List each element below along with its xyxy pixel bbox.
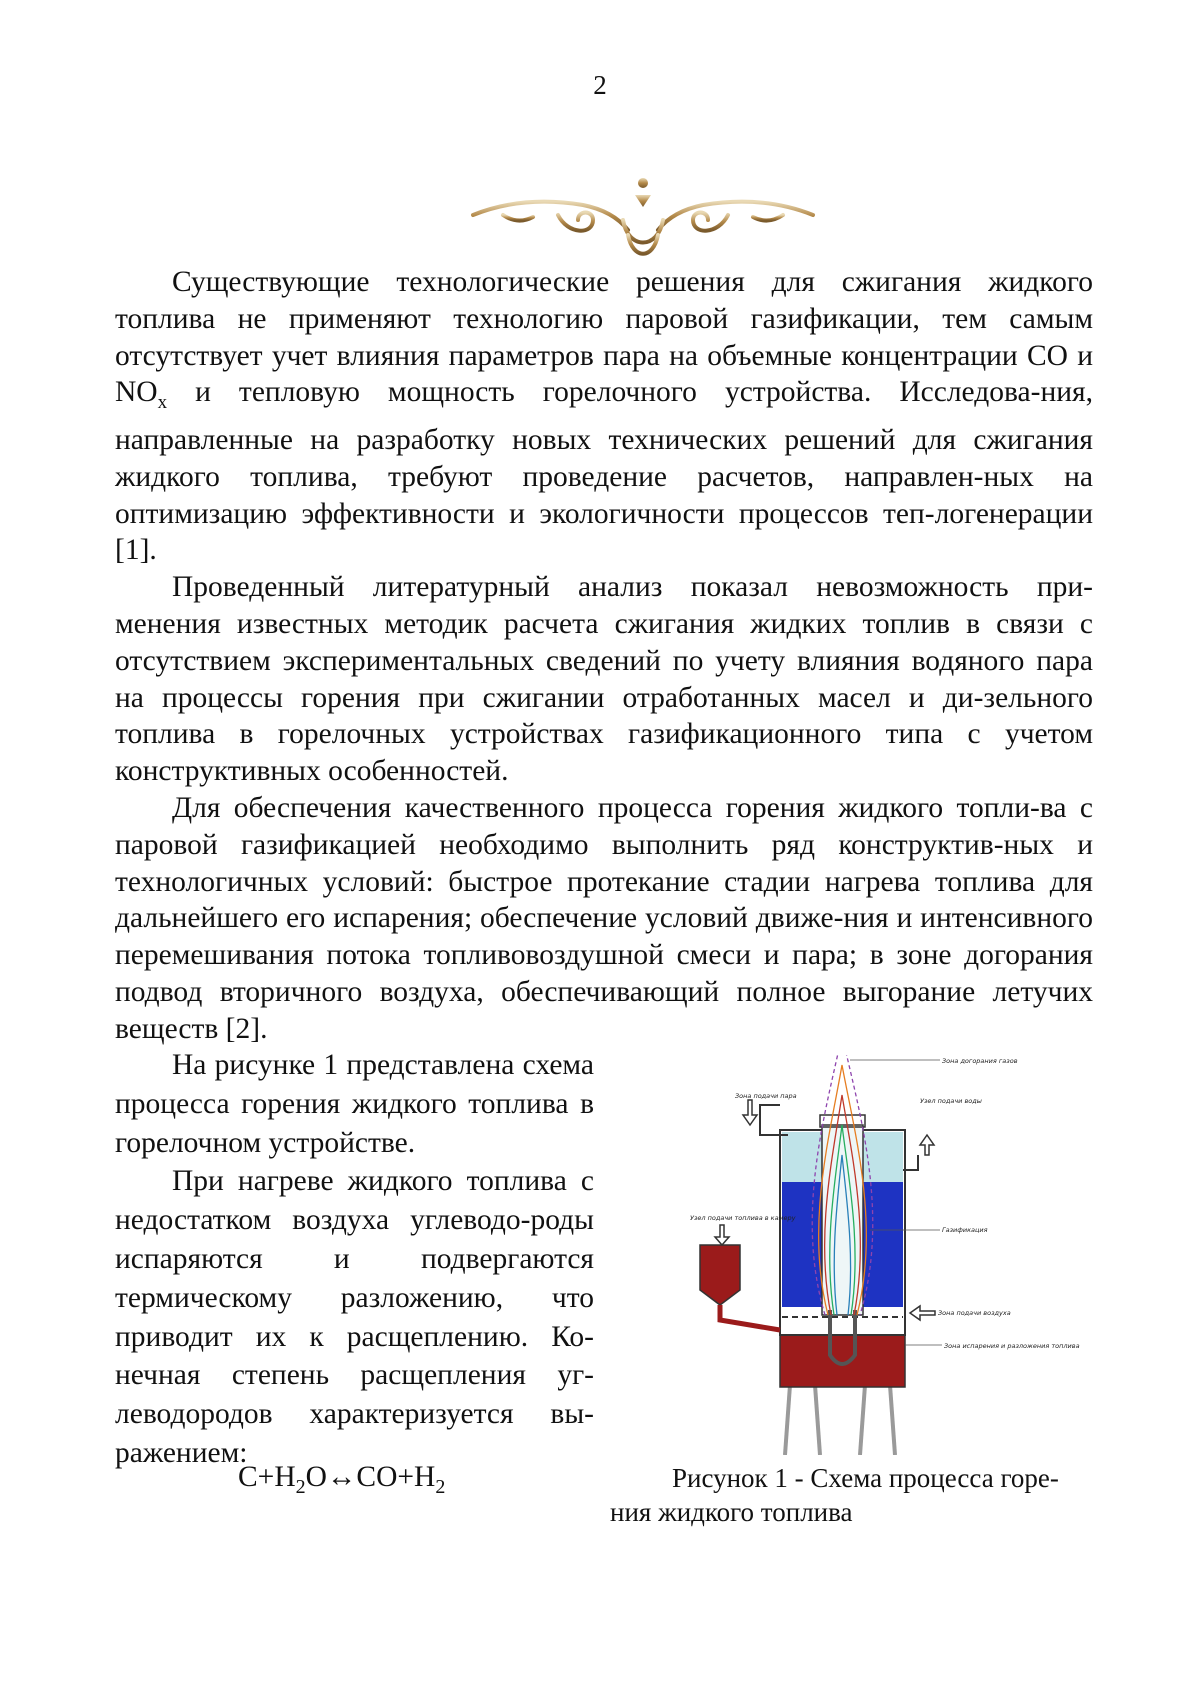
subscript-x: x <box>157 392 168 414</box>
label-fuel-supply: Узел подачи топлива в камеру <box>690 1214 796 1222</box>
page-number: 2 <box>593 70 607 100</box>
label-fuel-zone: Зона испарения и разложения топлива <box>944 1342 1080 1350</box>
label-steam-inlet: Зона подачи пара <box>735 1092 797 1100</box>
fuel-line <box>720 1305 780 1330</box>
formula-sub-2: 2 <box>435 1475 446 1498</box>
formula-sub-1: 2 <box>295 1475 306 1498</box>
center-tube <box>822 1125 863 1315</box>
label-afterburn-zone: Зона догорания газов <box>942 1057 1018 1065</box>
support-legs <box>785 1385 895 1455</box>
formula-part-1: C+H <box>238 1461 296 1493</box>
caption-line-2: ния жидкого топлива <box>610 1497 853 1527</box>
paragraph-1-part-2: и тепловую мощность горелочного устройства. Исследова-ния, направленные на разработку новых технических решений для сжигания жидкого топлива, требуют проведение расчетов, направлен-ных на оптимизацию эффективности и экологичности процессов теп-логенерации [1]. <box>115 376 1093 567</box>
fuel-chamber <box>780 1335 905 1387</box>
paragraph-2: Проведенный литературный анализ показал невозможность при-менения известных методик расчета сжигания жидких топлив в связи с отсутствием экспериментальных сведений по учету влияния водяного пара на процессы горения при сжигании отработанных масел и ди-зельного топлива в горелочных устройствах газификационного типа с учетом конструктивных особенностей. <box>115 571 1093 788</box>
side-text <box>115 1046 594 1473</box>
paragraph-1-part-1: Существующие технологические решения для сжигания жидкого топлива не применяют технологию паровой газификации, тем самым отсутствует учет влияния параметров пара на объемные концентрации CO и NO <box>115 266 1093 409</box>
water-jacket-left <box>782 1182 822 1307</box>
burner-schematic <box>680 1055 1080 1455</box>
main-text <box>115 264 1093 1048</box>
paragraph-1 <box>115 264 1093 569</box>
figure-caption <box>610 1461 1090 1529</box>
paragraph-3: Для обеспечения качественного процесса горения жидкого топли-ва с паровой газификацией необходимо выполнить ряд конструктив-ных и технологичных условий: быстрое протекание стадии нагрева топлива для дальнейшего его испарения; обеспечение условий движе-ния и интенсивного перемешивания потока топливовоздушной смеси и пара; в зоне догорания подвод вторичного воздуха, обеспечивающий полное выгорание летучих веществ [2]. <box>115 792 1093 1045</box>
label-gasification: Газификация <box>942 1226 988 1234</box>
side-paragraph-1: На рисунке 1 представлена схема процесса горения жидкого топлива в горелочном устройстве. <box>115 1049 594 1159</box>
side-paragraph-2: При нагреве жидкого топлива с недостатком воздуха углеводо-роды испаряются и подвергаются термическому разложению, что приводит их к расщеплению. Ко-нечная степень расщепления уг-леводородов характеризуется вы-ражением: <box>115 1165 594 1469</box>
label-air-inlet: Зона подачи воздуха <box>938 1309 1011 1317</box>
label-water-outlet: Узел подачи воды <box>920 1097 982 1105</box>
reaction-formula <box>238 1461 445 1499</box>
water-jacket-right <box>863 1182 903 1307</box>
formula-part-2: O↔CO+H <box>305 1461 436 1493</box>
fuel-tank <box>700 1245 740 1305</box>
caption-line-1: Рисунок 1 - Схема процесса горе- <box>672 1463 1059 1493</box>
ornament-divider <box>463 175 823 265</box>
